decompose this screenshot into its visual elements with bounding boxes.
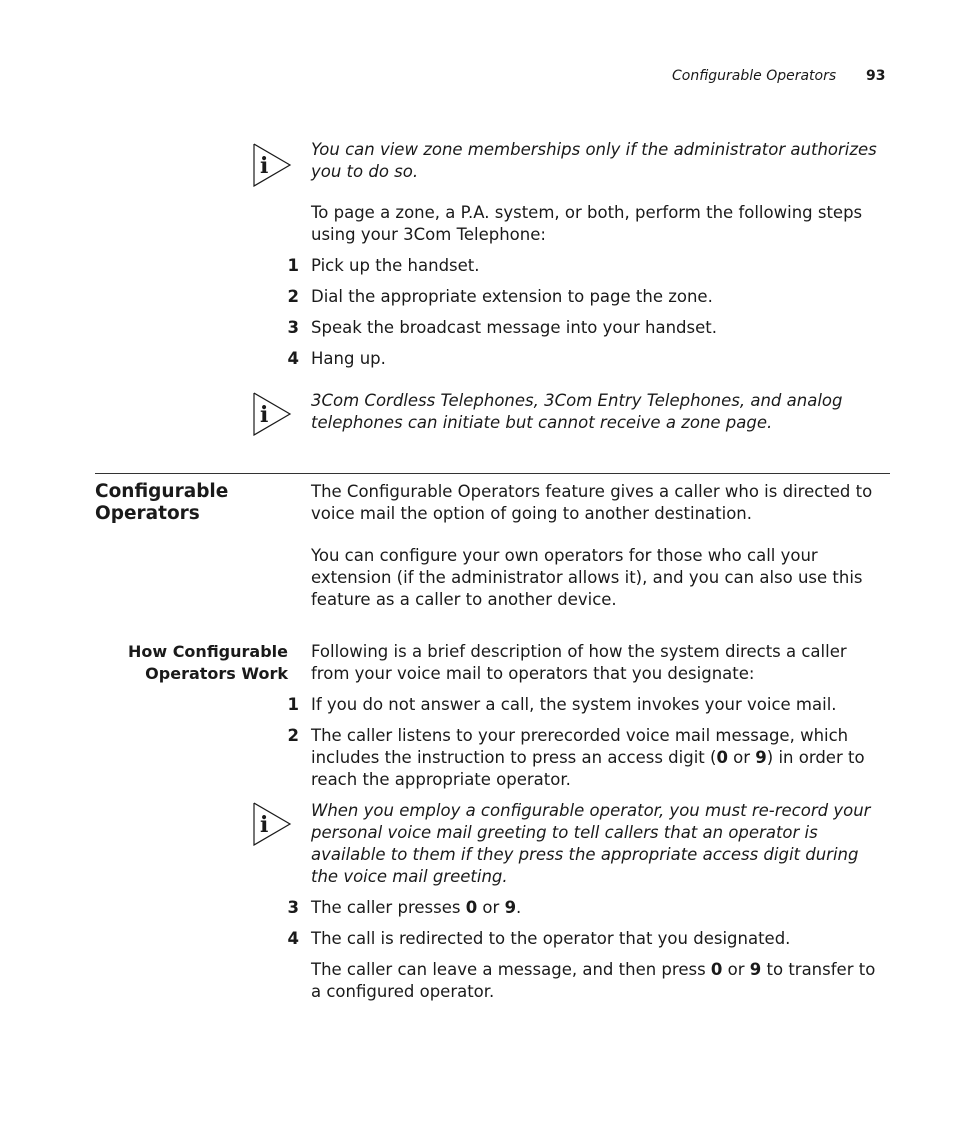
step-text: The call is redirected to the operator that you designated. xyxy=(311,929,791,948)
note-rerecord-greeting: When you employ a configurable operator, you must re-record your personal voice mail greeting to tell callers that an operator is available to them if they press the appropriate access digit during the voice mail greeting. xyxy=(311,801,871,886)
step-text: Speak the broadcast message into your handset. xyxy=(311,318,717,337)
step-number: 1 xyxy=(287,256,299,275)
text-run: The caller presses xyxy=(311,898,466,917)
info-note-icon xyxy=(252,391,292,437)
step-number: 4 xyxy=(287,929,299,948)
text-run: The caller can leave a message, and then press xyxy=(311,960,711,979)
paging-intro: To page a zone, a P.A. system, or both, perform the following steps using your 3Com Telephone: xyxy=(311,203,863,244)
access-digit: 9 xyxy=(749,960,762,979)
subsection-heading: How Configurable Operators Work xyxy=(127,642,288,683)
text-run: or xyxy=(727,748,756,767)
step-text: If you do not answer a call, the system invokes your voice mail. xyxy=(311,695,837,714)
text-run: The caller listens to your prerecorded voice mail message, which includes the instruction to press an access digit ( xyxy=(311,726,849,767)
section-paragraph: You can configure your own operators for those who call your extension (if the administrator allows it), and you can also use this feature as a caller to another device. xyxy=(311,546,863,609)
step-text xyxy=(311,897,889,919)
page-number: 93 xyxy=(866,68,886,84)
subsection-intro: Following is a brief description of how the system directs a caller from your voice mail to operators that you designate: xyxy=(311,642,847,683)
step-number: 3 xyxy=(287,898,299,917)
section-heading: Configurable Operators xyxy=(95,481,229,524)
note-zone-memberships: You can view zone memberships only if the administrator authorizes you to do so. xyxy=(311,140,877,181)
step-text xyxy=(311,725,889,791)
text-run: . xyxy=(516,898,522,917)
text-run: or xyxy=(477,898,505,917)
text-run: ) in order to reach the appropriate operator. xyxy=(311,748,865,789)
access-digit: 9 xyxy=(504,898,517,917)
step-text: Dial the appropriate extension to page the zone. xyxy=(311,287,713,306)
access-digit: 0 xyxy=(465,898,478,917)
text-run: to transfer to a configured operator. xyxy=(311,960,876,1001)
step-number: 3 xyxy=(287,318,299,337)
closing-paragraph xyxy=(311,959,889,1003)
access-digit: 0 xyxy=(710,960,723,979)
step-number: 2 xyxy=(287,287,299,306)
section-paragraph: The Configurable Operators feature gives a caller who is directed to voice mail the option of going to another destination. xyxy=(311,482,873,523)
access-digit: 9 xyxy=(755,748,767,767)
info-note-icon xyxy=(252,142,292,188)
running-title: Configurable Operators xyxy=(672,68,837,84)
step-text: Hang up. xyxy=(311,349,386,368)
text-run: or xyxy=(722,960,750,979)
step-number: 1 xyxy=(287,695,299,714)
svg-text:i: i xyxy=(260,153,269,179)
access-digit: 0 xyxy=(716,748,728,767)
step-text: Pick up the handset. xyxy=(311,256,480,275)
section-divider xyxy=(95,473,890,474)
step-number: 4 xyxy=(287,349,299,368)
note-cordless-telephones: 3Com Cordless Telephones, 3Com Entry Telephones, and analog telephones can initiate but cannot receive a zone page. xyxy=(311,391,843,432)
step-number: 2 xyxy=(287,726,299,745)
svg-text:i: i xyxy=(260,812,269,838)
info-note-icon xyxy=(252,801,292,847)
svg-text:i: i xyxy=(260,402,269,428)
